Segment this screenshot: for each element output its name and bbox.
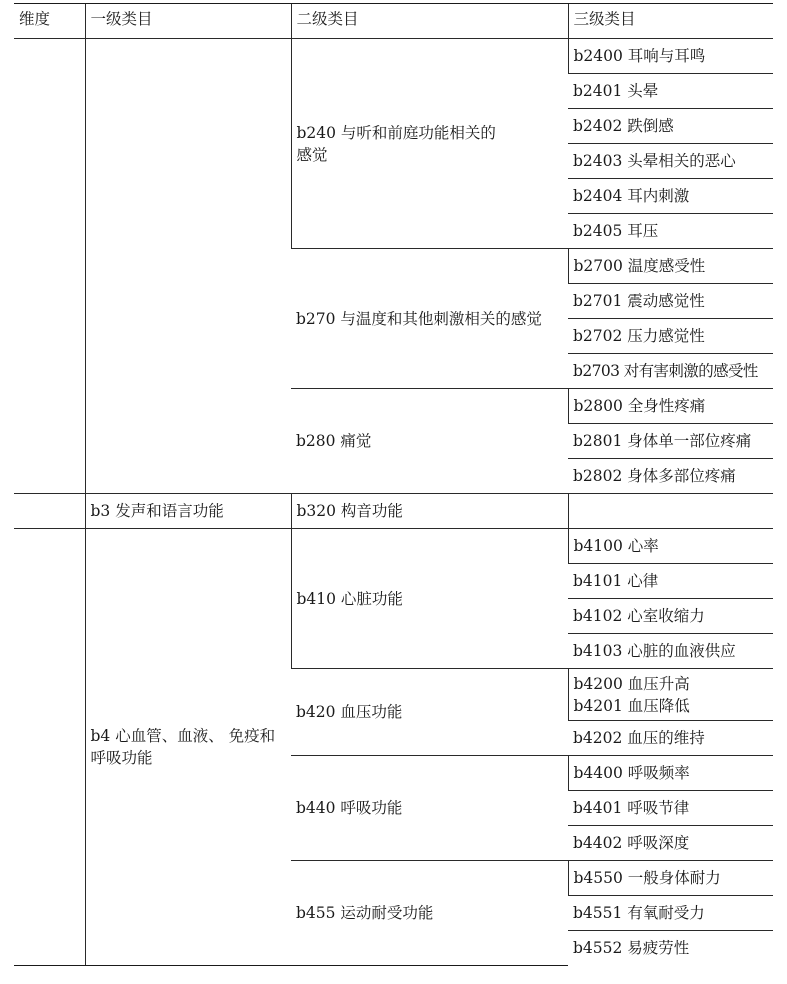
- level2-cell-b440: b440 呼吸功能: [291, 756, 568, 861]
- dimension-cell: [14, 39, 85, 494]
- level3-cell: b4101 心律: [568, 564, 773, 599]
- level2-label-b240: b240 与听和前庭功能相关的感觉: [296, 123, 496, 164]
- level3-cell: b2400 耳响与耳鸣: [568, 39, 773, 74]
- header-level2: 二级类目: [291, 4, 568, 39]
- level3-cell: b2801 身体单一部位疼痛: [568, 424, 773, 459]
- level3-cell: b4102 心室收缩力: [568, 599, 773, 634]
- level2-cell-b320: b320 构音功能: [291, 494, 568, 529]
- level3-cell: b4402 呼吸深度: [568, 826, 773, 861]
- level2-cell-b420: b420 血压功能: [291, 669, 568, 756]
- level3-cell: b4400 呼吸频率: [568, 756, 773, 791]
- level3-cell: b2700 温度感受性: [568, 249, 773, 284]
- level2-cell-b455: b455 运动耐受功能: [291, 861, 568, 966]
- level3-cell: b2403 头晕相关的恶心: [568, 144, 773, 179]
- dimension-cell: [14, 529, 85, 966]
- level1-cell-b4: [85, 529, 291, 966]
- header-dimension: 维度: [14, 4, 85, 39]
- level1-label-b4: b4 心血管、血液、 免疫和呼吸功能: [90, 726, 276, 767]
- level3-cell: b4100 心率: [568, 529, 773, 564]
- level3-cell: b4103 心脏的血液供应: [568, 634, 773, 669]
- dimension-cell: [14, 494, 85, 529]
- level3-cell: b2702 压力感觉性: [568, 319, 773, 354]
- level3-line: b4201 血压降低: [573, 696, 690, 715]
- table-row: [14, 39, 773, 74]
- table-row: [14, 494, 773, 529]
- level2-cell-b410: b410 心脏功能: [291, 529, 568, 669]
- level3-cell: b4401 呼吸节律: [568, 791, 773, 826]
- level3-cell-combined: [568, 669, 773, 721]
- level3-cell: b2402 跌倒感: [568, 109, 773, 144]
- icf-category-table: [14, 3, 773, 966]
- level2-cell-b240: [291, 39, 568, 249]
- level1-cell-b3: b3 发声和语言功能: [85, 494, 291, 529]
- level3-cell-empty: [568, 494, 773, 529]
- header-level1: 一级类目: [85, 4, 291, 39]
- level3-cell: b4551 有氧耐受力: [568, 896, 773, 931]
- level3-cell: b4550 一般身体耐力: [568, 861, 773, 896]
- level3-cell: b4552 易疲劳性: [568, 931, 773, 966]
- table-header-row: [14, 4, 773, 39]
- level3-cell: b2802 身体多部位疼痛: [568, 459, 773, 494]
- level3-line: b4200 血压升高: [573, 674, 690, 693]
- header-level3: 三级类目: [568, 4, 773, 39]
- level3-cell: b2404 耳内刺激: [568, 179, 773, 214]
- level2-cell-b270: b270 与温度和其他刺激相关的感觉: [291, 249, 568, 389]
- level3-cell: b4202 血压的维持: [568, 721, 773, 756]
- level3-cell: b2703 对有害刺激的感受性: [568, 354, 773, 389]
- table-row: [14, 529, 773, 564]
- level2-cell-b280: b280 痛觉: [291, 389, 568, 494]
- level1-cell-empty: [85, 39, 291, 494]
- level3-cell: b2701 震动感觉性: [568, 284, 773, 319]
- level3-cell: b2401 头晕: [568, 74, 773, 109]
- level3-cell: b2800 全身性疼痛: [568, 389, 773, 424]
- level3-cell: b2405 耳压: [568, 214, 773, 249]
